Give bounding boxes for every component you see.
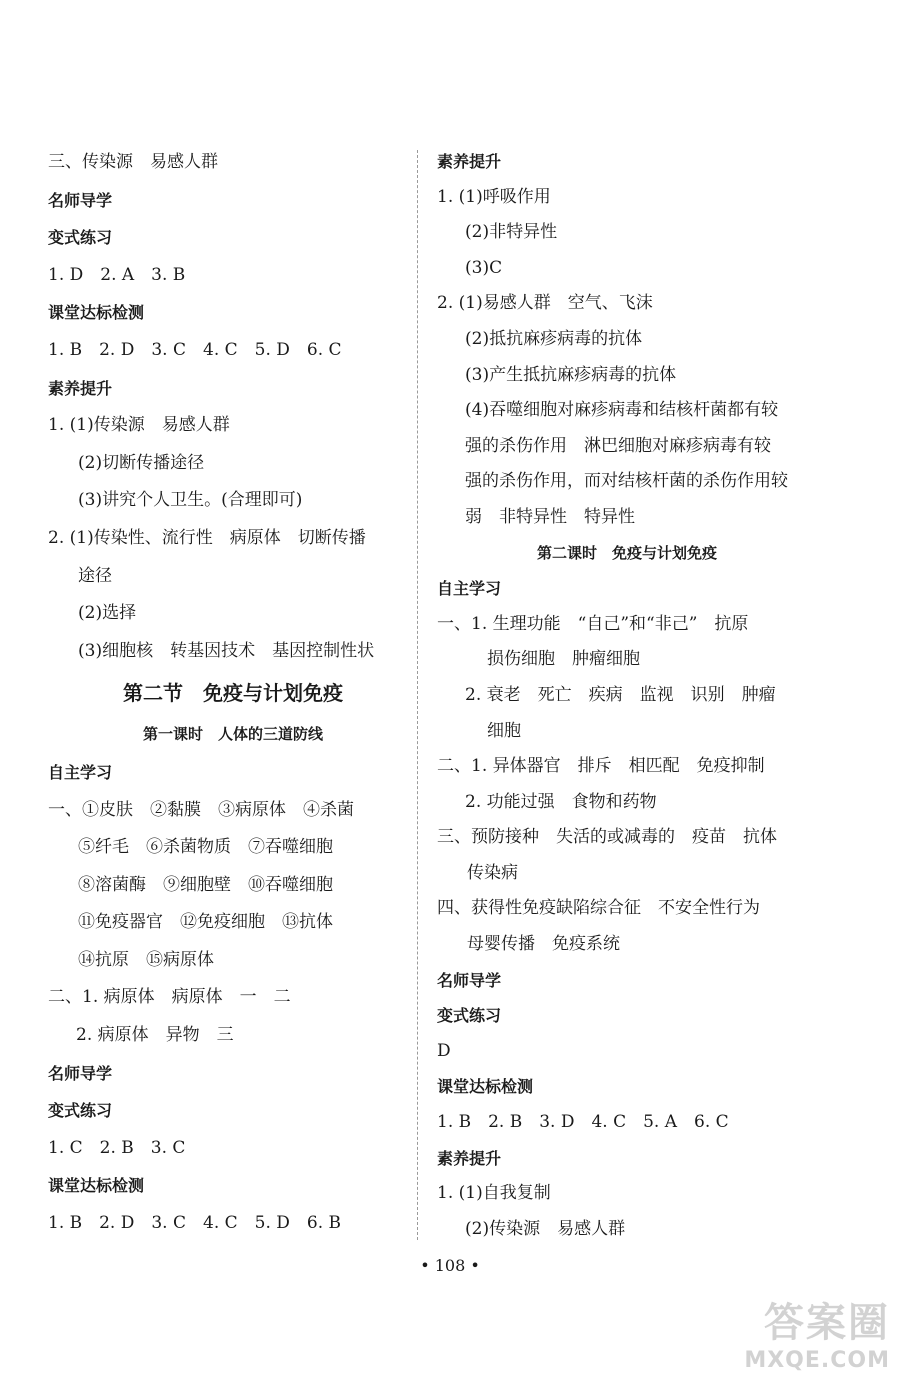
answer-line: 母婴传播 免疫系统 [467, 934, 620, 955]
section-heading: 名师导学 [48, 1063, 113, 1083]
answer-line: (2)切断传播途径 [78, 452, 205, 473]
answer-line: 损伤细胞 肿瘤细胞 [487, 649, 640, 670]
answer-line: 途径 [78, 565, 112, 586]
answer-line: 弱 非特异性 特异性 [465, 506, 635, 527]
answer-line: 一、1. 生理功能 “自己”和“非己” 抗原 [437, 613, 749, 634]
section-heading: 名师导学 [437, 970, 502, 990]
answer-line: ⑤纤毛 ⑥杀菌物质 ⑦吞噬细胞 [78, 837, 333, 858]
watermark-url: MXQE.COM [744, 1348, 890, 1373]
lesson-title: 第二课时 免疫与计划免疫 [536, 543, 717, 562]
column-divider [417, 150, 418, 1240]
section-heading: 自主学习 [48, 762, 113, 782]
chapter-title: 第二节 免疫与计划免疫 [123, 681, 343, 706]
right-answer-column [437, 144, 817, 1247]
section-heading: 素养提升 [437, 1148, 502, 1168]
section-heading: 课堂达标检测 [48, 303, 145, 323]
answer-line: 1. B 2. D 3. C 4. C 5. D 6. B [48, 1213, 342, 1234]
section-heading: 自主学习 [437, 579, 502, 599]
answer-line: 二、1. 病原体 病原体 一 二 [48, 987, 291, 1008]
page-number: • 108 • [420, 1256, 480, 1275]
answer-line: (2)抵抗麻疹病毒的抗体 [465, 328, 643, 349]
answer-line: 二、1. 异体器官 排斥 相匹配 免疫抑制 [437, 756, 765, 777]
section-heading: 素养提升 [48, 378, 113, 398]
watermark-logo: 答案圈 [764, 1300, 890, 1346]
section-heading: 课堂达标检测 [48, 1176, 145, 1196]
answer-line: ⑪免疫器官 ⑫免疫细胞 ⑬抗体 [78, 912, 333, 933]
answer-line: 2. 病原体 异物 三 [76, 1025, 234, 1046]
answer-line: ⑧溶菌酶 ⑨细胞壁 ⑩吞噬细胞 [78, 874, 333, 895]
answer-line: (3)产生抵抗麻疹病毒的抗体 [465, 364, 677, 385]
answer-line: 细胞 [487, 720, 521, 741]
answer-line: (2)选择 [78, 603, 137, 624]
section-heading: 课堂达标检测 [437, 1077, 534, 1097]
answer-line: ⑭抗原 ⑮病原体 [78, 949, 214, 970]
answer-line: 1. (1)自我复制 [437, 1183, 551, 1204]
answer-line: 1. B 2. D 3. C 4. C 5. D 6. C [48, 339, 342, 360]
answer-line: 1. C 2. B 3. C [48, 1137, 186, 1158]
answer-line: 三、预防接种 失活的或减毒的 疫苗 抗体 [437, 827, 777, 848]
answer-line: 2. (1)易感人群 空气、飞沫 [437, 293, 653, 314]
section-heading: 名师导学 [48, 190, 113, 210]
answer-line: 四、获得性免疫缺陷综合征 不安全性行为 [437, 898, 760, 919]
answer-line: 1. (1)呼吸作用 [437, 186, 551, 207]
answer-line: (3)讲究个人卫生。(合理即可) [78, 490, 303, 511]
answer-line: D [437, 1040, 451, 1061]
answer-line: 2. (1)传染性、流行性 病原体 切断传播 [48, 527, 366, 548]
answer-line: 2. 功能过强 食物和药物 [465, 791, 657, 812]
answer-line: 三、传染源 易感人群 [48, 152, 218, 172]
answer-line: (2)传染源 易感人群 [465, 1218, 626, 1239]
answer-line: 强的杀伤作用 淋巴细胞对麻疹病毒有较 [465, 435, 771, 456]
answer-line: 2. 衰老 死亡 疾病 监视 识别 肿瘤 [465, 684, 776, 705]
answer-line: 1. (1)传染源 易感人群 [48, 415, 230, 436]
answer-line: 一、①皮肤 ②黏膜 ③病原体 ④杀菌 [48, 799, 354, 820]
answer-line: (2)非特异性 [465, 222, 558, 243]
answer-line: (3)细胞核 转基因技术 基因控制性状 [78, 640, 375, 661]
left-answer-column [48, 144, 418, 1243]
answer-line: 1. B 2. B 3. D 4. C 5. A 6. C [437, 1112, 729, 1133]
answer-line: 强的杀伤作用，而对结核杆菌的杀伤作用较 [465, 471, 788, 492]
watermark [700, 1300, 890, 1382]
lesson-title: 第一课时 人体的三道防线 [142, 725, 323, 744]
section-heading: 素养提升 [437, 152, 502, 171]
answer-line: (3)C [465, 257, 503, 278]
section-heading: 变式练习 [437, 1006, 502, 1026]
section-heading: 变式练习 [48, 1101, 113, 1121]
section-heading: 变式练习 [48, 228, 113, 248]
answer-line: 传染病 [467, 862, 518, 883]
answer-line: (4)吞噬细胞对麻疹病毒和结核杆菌都有较 [465, 400, 779, 421]
answer-line: 1. D 2. A 3. B [48, 264, 186, 285]
